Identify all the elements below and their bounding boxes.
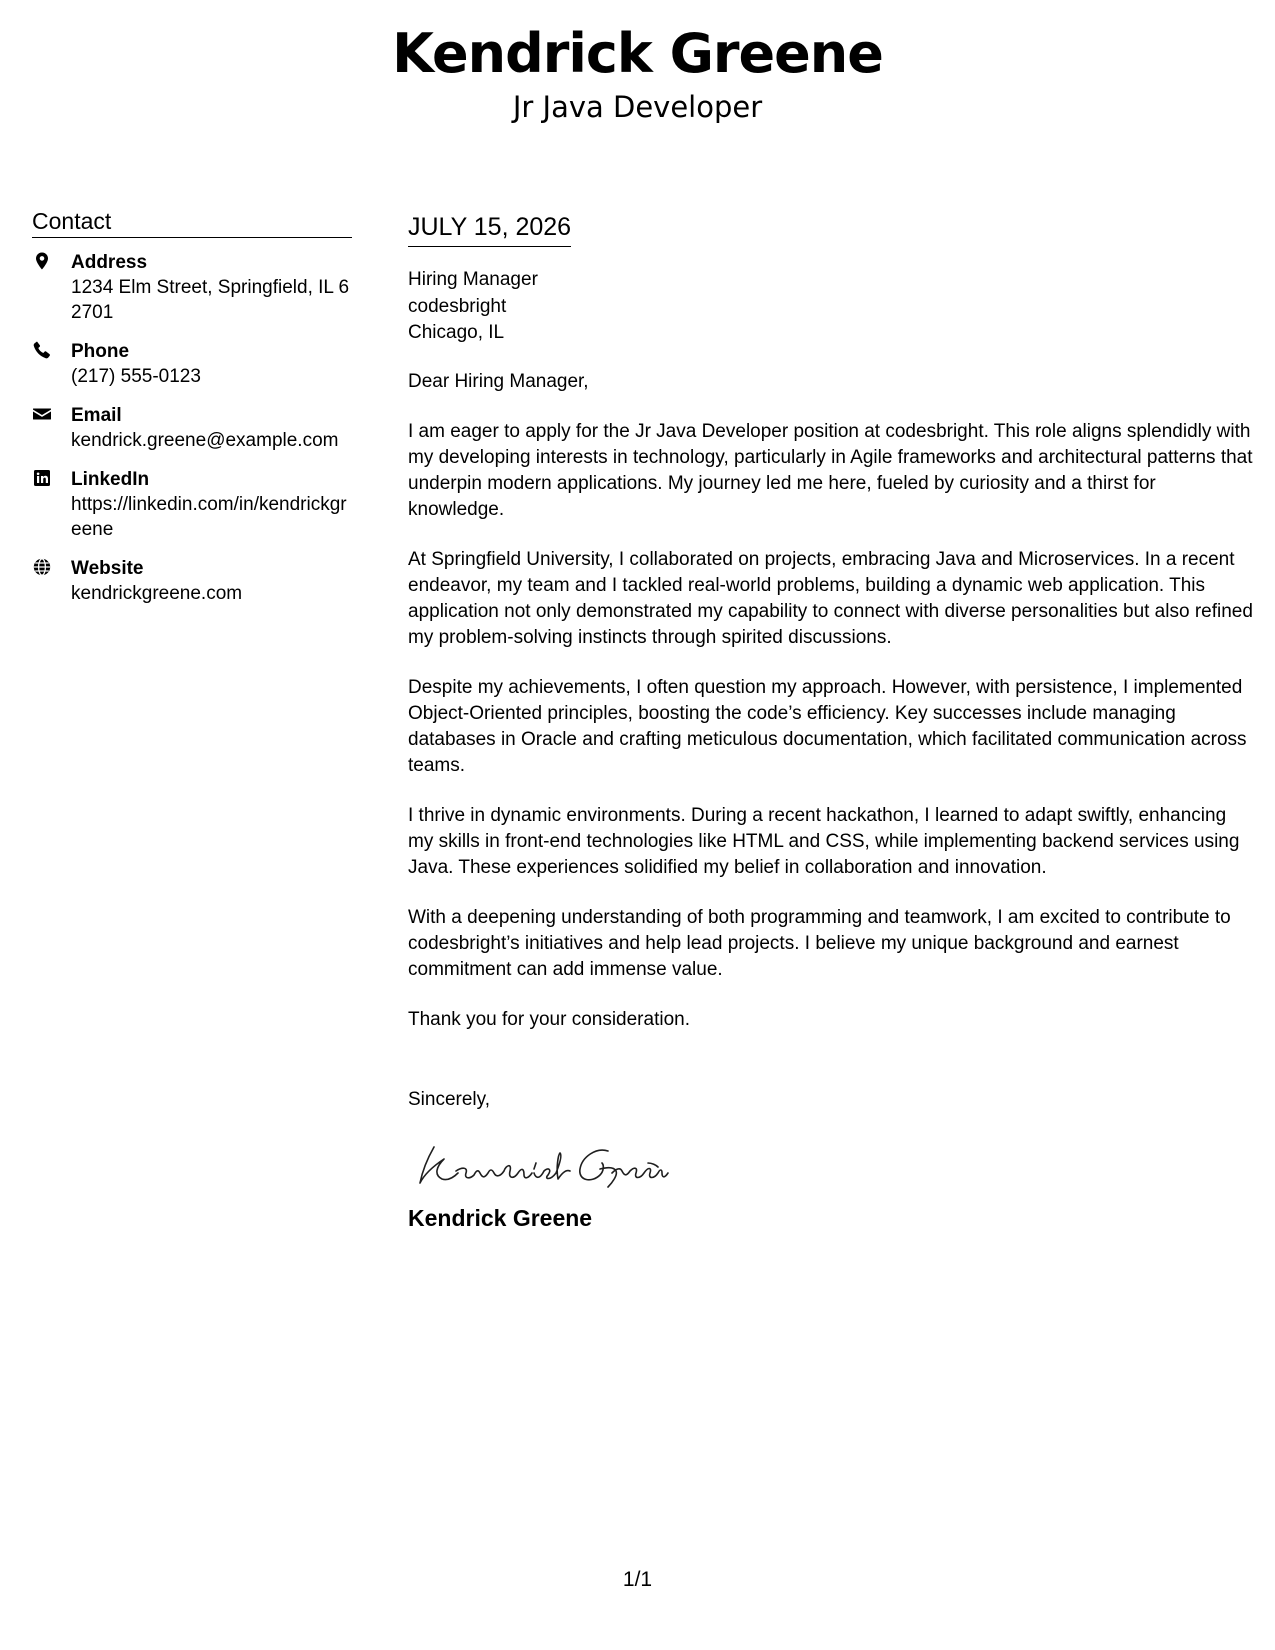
contact-item-phone: [32, 339, 352, 389]
contact-item-website: [32, 556, 352, 606]
contact-label-phone: Phone: [71, 341, 130, 362]
signer-name: Kendrick Greene: [408, 1204, 593, 1231]
contact-value-linkedin[interactable]: https://linkedin.com/in/kendrickgreene: [71, 494, 347, 540]
body-paragraph: I thrive in dynamic environments. During a recent hackathon, I learned to adapt swiftly, enhancing my skills in front-end technologies like HTML and CSS, while implementing backend services using Java. These experiences solidified my belief in collaboration and innovation.: [408, 804, 1240, 878]
contact-item-email: [32, 403, 352, 453]
applicant-role: Jr Java Developer: [512, 90, 763, 124]
letter-body: [408, 210, 1253, 1233]
phone-icon: [32, 340, 54, 362]
contact-value-website[interactable]: kendrickgreene.com: [71, 583, 243, 604]
globe-icon: [32, 557, 54, 579]
contact-value-email: kendrick.greene@example.com: [71, 430, 339, 451]
page-number: 1/1: [622, 1568, 653, 1591]
recipient-title: Hiring Manager: [408, 269, 538, 290]
contact-label-linkedin: LinkedIn: [71, 469, 150, 490]
recipient-company: codesbright: [408, 295, 507, 317]
letter-header: [0, 18, 1275, 124]
contact-section-title: Contact: [32, 206, 352, 238]
applicant-name: Kendrick Greene: [392, 22, 883, 85]
contact-value-phone: (217) 555-0123: [71, 366, 201, 387]
body-paragraph: With a deepening understanding of both programming and teamwork, I am excited to contribute to codesbright’s initiatives and help lead projects. I believe my unique background and earnest commitment can add immense value.: [408, 906, 1231, 980]
recipient-location: Chicago, IL: [408, 322, 505, 343]
greeting: Dear Hiring Manager,: [408, 370, 589, 392]
signoff: Sincerely,: [408, 1088, 491, 1110]
recipient-block: [408, 267, 1253, 347]
contact-value-address: 1234 Elm Street, Springfield, IL 62701: [71, 277, 350, 323]
closing-line: Thank you for your consideration.: [408, 1008, 690, 1030]
handwritten-signature: [412, 1133, 1253, 1193]
contact-item-linkedin: [32, 467, 352, 542]
body-paragraph: At Springfield University, I collaborated on projects, embracing Java and Microservices. In a recent endeavor, my team and I tackled real-world problems, building a dynamic web application. This application not only demonstrated my capability to connect with diverse personalities but also refined my problem-solving instincts through spirited discussions.: [408, 548, 1253, 648]
envelope-icon: [32, 404, 54, 426]
contact-item-address: [32, 250, 352, 325]
map-pin-icon: [32, 251, 54, 273]
contact-label-address: Address: [71, 252, 148, 273]
contact-label-email: Email: [71, 405, 122, 426]
body-paragraph: Despite my achievements, I often question my approach. However, with persistence, I implemented Object-Oriented principles, boosting the code’s efficiency. Key successes include managing databases in Oracle and crafting meticulous documentation, which facilitated communication across teams.: [408, 676, 1247, 776]
letter-date: JULY 15, 2026: [408, 210, 571, 247]
contact-label-website: Website: [71, 558, 144, 579]
body-paragraph: I am eager to apply for the Jr Java Developer position at codesbright. This role aligns splendidly with my developing interests in technology, particularly in Agile frameworks and architectural patterns that underpin modern applications. My journey led me here, fueled by curiosity and a thirst for knowledge.: [408, 420, 1253, 520]
linkedin-icon: [32, 468, 54, 490]
contact-sidebar: [32, 206, 352, 620]
